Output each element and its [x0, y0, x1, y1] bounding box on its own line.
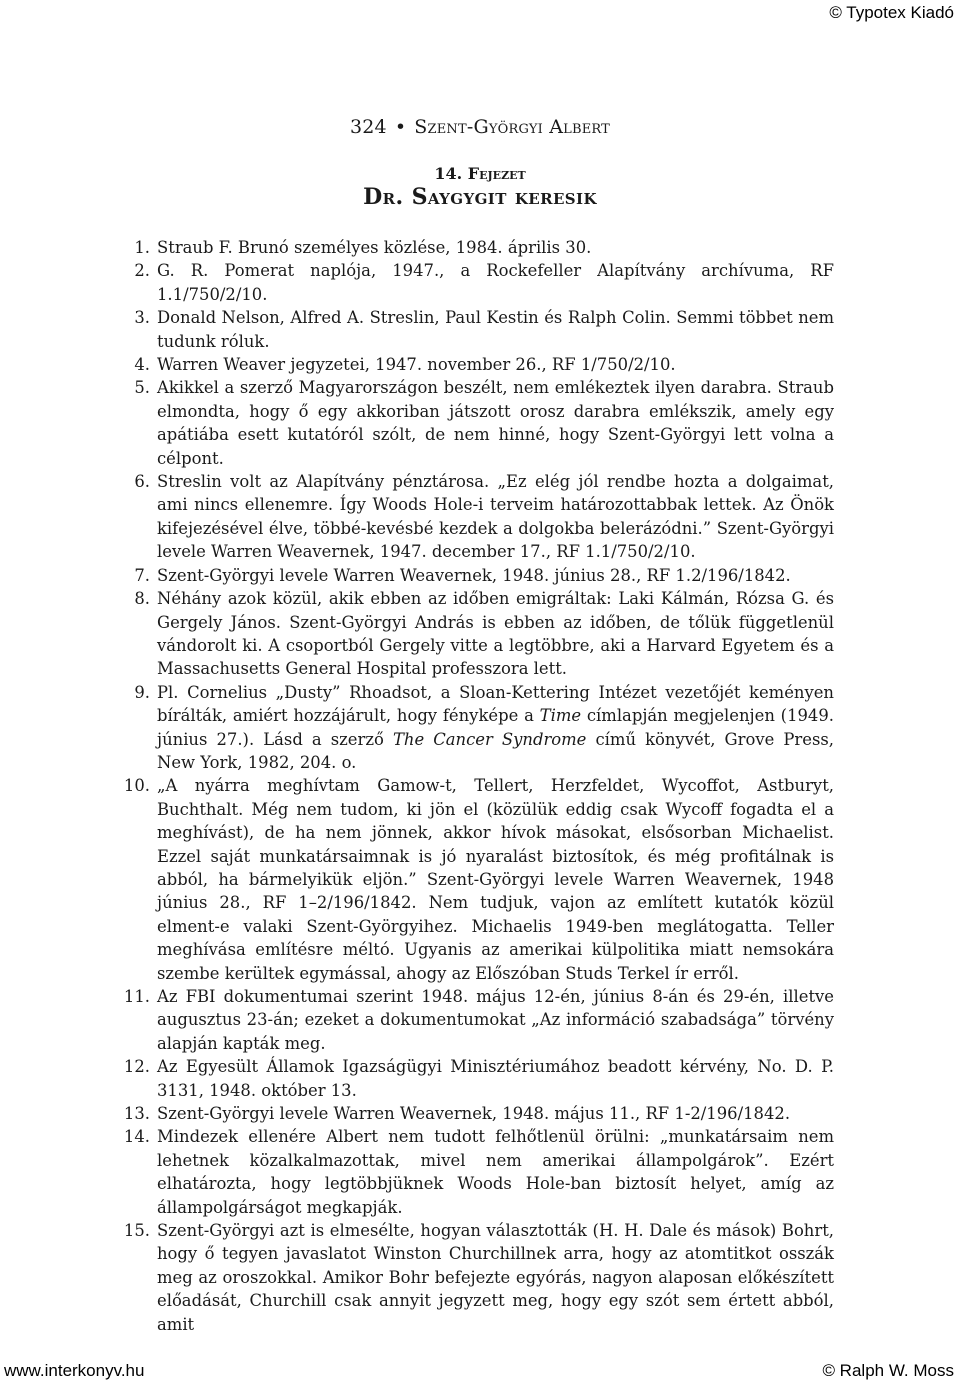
copyright-author: © Ralph W. Moss	[822, 1361, 954, 1380]
note-number: 5.	[134, 378, 150, 398]
endnote-15	[0, 1219, 834, 1336]
note-number: 6.	[134, 472, 150, 492]
endnote-12	[0, 1055, 834, 1102]
note-number: 15.	[123, 1221, 150, 1241]
endnote-2	[0, 259, 834, 306]
page-number: 324	[349, 116, 387, 138]
endnote-1	[0, 236, 834, 259]
endnote-9	[0, 681, 834, 775]
note-text: Mindezek ellenére Albert nem tudott felhőtlenül örülni: „munkatársaim nem lehetnek közalkalmazottak, mivel nem amerikai állampolgárok”. Ezért elhatározta, hogy legtöbbjüknek Woods Hole-ban biztosít helyet, amíg az állampolgárságot megkapják.	[157, 1127, 834, 1217]
note-number: 4.	[134, 355, 150, 375]
endnote-8	[0, 587, 834, 681]
bullet-separator: •	[394, 116, 407, 138]
running-title: Szent-Györgyi Albert	[414, 116, 611, 138]
note-text: Szent-Györgyi azt is elmesélte, hogyan választották (H. H. Dale és mások) Bohrt, hogy ő tegyen javaslatot Winston Churchillnek arra, hogy az atomtitkot osszák meg az oroszokkal. Amikor Bohr befejezte egyórás, nagyon alaposan előkészített előadását, Churchill csak annyit jegyzett meg, hogy egy szót sem értett abból, amit	[157, 1221, 834, 1334]
note-text: Néhány azok közül, akik ebben az időben emigráltak: Laki Kálmán, Rózsa G. és Gergely János. Szent-Györgyi András is ebben az időben, de tőlük függetlenül vándorolt ki. A csoportból Gergely vitte a legtöbbre, aki a Harvard Egyetem és a Massachusetts General Hospital professzora lett.	[157, 589, 834, 679]
note-text-part: Pl. Cornelius „Dusty” Rhoadsot, a Sloan-Kettering Intézet vezetőjét keményen bírálták, amiért hozzájárult, hogy fényképe a	[157, 682, 834, 726]
note-text-part: címlapján megjelenjen (1949. június 27.). Lásd a szerző	[157, 706, 834, 749]
endnotes-list	[0, 236, 960, 1336]
endnote-14	[0, 1125, 834, 1219]
note-text: Szent-Györgyi levele Warren Weavernek, 1948. június 28., RF 1.2/196/1842.	[157, 565, 791, 585]
endnote-5	[0, 376, 834, 470]
endnote-7	[0, 564, 834, 587]
running-head	[0, 116, 960, 138]
note-text: Az Egyesült Államok Igazságügyi Minisztériumához beadott kérvény, No. D. P. 3131, 1948. október 13.	[157, 1057, 834, 1100]
chapter-label	[0, 164, 960, 183]
website-link: www.interkonyv.hu	[4, 1361, 145, 1380]
note-number: 9.	[134, 682, 150, 702]
endnote-11	[0, 985, 834, 1055]
note-text: Szent-Györgyi levele Warren Weavernek, 1948. május 11., RF 1-2/196/1842.	[157, 1104, 791, 1124]
note-number: 3.	[134, 308, 150, 328]
note-number: 11.	[123, 987, 150, 1006]
note-text: G. R. Pomerat naplója, 1947., a Rockefeller Alapítvány archívuma, RF 1.1/750/2/10.	[157, 261, 834, 304]
endnote-13	[0, 1102, 834, 1125]
note-italic-title: Time	[539, 706, 582, 726]
note-text: Straub F. Brunó személyes közlése, 1984. április 30.	[157, 238, 592, 257]
note-text: Az FBI dokumentumai szerint 1948. május 12-én, június 8-án és 29-én, illetve augusztus 23-án; ezeket a dokumentumokat „Az információ szabadsága” törvény alapján kapták meg.	[157, 987, 834, 1053]
note-text: Akikkel a szerző Magyarországon beszélt, nem emlékeztek ilyen darabra. Straub elmondta, hogy ő egy akkoriban játszott orosz darabra emlékszik, amely egy apátiába esett kutatóról szólt, de nem hinné, hogy Szent-Györgyi lett volna a célpont.	[157, 378, 834, 468]
endnote-4	[0, 353, 834, 376]
copyright-publisher: © Typotex Kiadó	[829, 3, 954, 22]
chapter-title-text: Dr. Saygygit keresik	[363, 184, 597, 210]
chapter-label-text: 14. Fejezet	[434, 164, 526, 183]
note-number: 7.	[134, 565, 150, 585]
note-number: 12.	[123, 1057, 150, 1077]
endnote-3	[0, 306, 834, 353]
note-italic-title: The Cancer Syndrome	[392, 729, 587, 749]
endnote-6	[0, 470, 834, 564]
note-number: 2.	[134, 261, 150, 281]
chapter-title	[0, 184, 960, 210]
note-text: Streslin volt az Alapítvány pénztárosa. „Ez elég jól rendbe hozta a dolgaimat, ami nincs ellenemre. Így Woods Hole-i terveim határozottabbak lettek. Az Önök kifejezésével élve, többé-kevésbé kezdek a dolgokba belerázódni.” Szent-Györgyi levele Warren Weavernek, 1947. december 17., RF 1.1/750/2/10.	[157, 472, 834, 562]
note-text: Warren Weaver jegyzetei, 1947. november 26., RF 1/750/2/10.	[157, 355, 676, 375]
note-number: 8.	[134, 589, 150, 609]
note-text: Donald Nelson, Alfred A. Streslin, Paul Kestin és Ralph Colin. Semmi többet nem tudunk róluk.	[157, 308, 834, 351]
note-number: 14.	[123, 1127, 150, 1147]
note-number: 13.	[123, 1104, 150, 1124]
note-number: 10.	[123, 776, 150, 796]
endnote-10	[0, 774, 834, 985]
note-text	[157, 683, 834, 772]
note-text: „A nyárra meghívtam Gamow-t, Tellert, Herzfeldet, Wycoffot, Astburyt, Buchthalt. Még nem tudom, ki jön el (közülük eddig csak Wycoff fogadta el a meghívást), de ha nem jönnek, akkor hívok másokat, elsősorban Michaelist. Ezzel saját munkatársaimnak is jó nyaralást biztosítok, és még profitálnak is abból, ha bármelyikük eljön.” Szent-Györgyi levele Warren Weavernek, 1948 június 28., RF 1–2/196/1842. Nem tudjuk, vajon az említett kutatók közül elment-e valaki Szent-Györgyihez. Michaelis 1949-ben meglátogatta. Teller meghívása említésre méltó. Ugyanis az amerikai külpolitika miatt nemsokára szembe kerültek egymással, ahogy az Előszóban Studs Terkel ír erről.	[157, 776, 834, 983]
note-number: 1.	[134, 238, 150, 257]
note-text-part: című könyvét, Grove Press, New York, 1982, 204. o.	[157, 729, 834, 772]
